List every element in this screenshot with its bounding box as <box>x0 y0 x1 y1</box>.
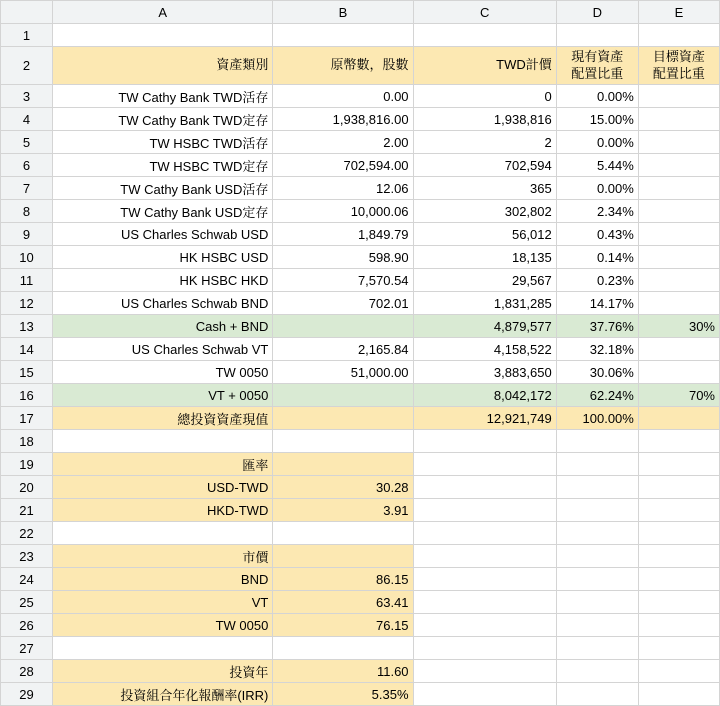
cell-a5[interactable]: TW HSBC TWD活存 <box>53 131 273 154</box>
cell-a14[interactable]: US Charles Schwab VT <box>53 338 273 361</box>
table-row[interactable] <box>1 430 720 453</box>
cell-b2-units[interactable]: 原幣數，股數 <box>273 47 413 85</box>
cell-e4[interactable] <box>638 108 719 131</box>
cell-a7[interactable]: TW Cathy Bank USD活存 <box>53 177 273 200</box>
row-header-14[interactable]: 14 <box>1 338 53 361</box>
cell-c6[interactable]: 702,594 <box>413 154 556 177</box>
row-header-7[interactable]: 7 <box>1 177 53 200</box>
table-row[interactable] <box>1 384 720 407</box>
row-header-8[interactable]: 8 <box>1 200 53 223</box>
cell-a22[interactable] <box>53 522 273 545</box>
cell-a25[interactable]: VT <box>53 591 273 614</box>
cell-e9[interactable] <box>638 223 719 246</box>
cell-b1[interactable] <box>273 24 413 47</box>
cell-a8[interactable]: TW Cathy Bank USD定存 <box>53 200 273 223</box>
table-row[interactable] <box>1 154 720 177</box>
cell-c26[interactable] <box>413 614 556 637</box>
cell-d2-current-allocation[interactable] <box>556 47 638 85</box>
cell-a2-asset-category[interactable]: 資產類別 <box>53 47 273 85</box>
cell-b21[interactable]: 3.91 <box>273 499 413 522</box>
row-header-13[interactable]: 13 <box>1 315 53 338</box>
cell-b17[interactable] <box>273 407 413 430</box>
cell-d8[interactable]: 2.34% <box>556 200 638 223</box>
cell-d16[interactable]: 62.24% <box>556 384 638 407</box>
cell-e19[interactable] <box>638 453 719 476</box>
cell-e5[interactable] <box>638 131 719 154</box>
cell-d7[interactable]: 0.00% <box>556 177 638 200</box>
row-header-24[interactable]: 24 <box>1 568 53 591</box>
cell-e6[interactable] <box>638 154 719 177</box>
cell-c13[interactable]: 4,879,577 <box>413 315 556 338</box>
cell-c25[interactable] <box>413 591 556 614</box>
cell-d27[interactable] <box>556 637 638 660</box>
cell-b5[interactable]: 2.00 <box>273 131 413 154</box>
cell-e20[interactable] <box>638 476 719 499</box>
cell-c23[interactable] <box>413 545 556 568</box>
cell-b8[interactable]: 10,000.06 <box>273 200 413 223</box>
cell-e15[interactable] <box>638 361 719 384</box>
table-row[interactable] <box>1 683 720 706</box>
cell-c2-twd-value[interactable]: TWD計價 <box>413 47 556 85</box>
row-header-29[interactable]: 29 <box>1 683 53 706</box>
cell-e25[interactable] <box>638 591 719 614</box>
row-header-11[interactable]: 11 <box>1 269 53 292</box>
cell-e21[interactable] <box>638 499 719 522</box>
cell-a23[interactable]: 市價 <box>53 545 273 568</box>
cell-c18[interactable] <box>413 430 556 453</box>
row-header-19[interactable]: 19 <box>1 453 53 476</box>
cell-e10[interactable] <box>638 246 719 269</box>
cell-a6[interactable]: TW HSBC TWD定存 <box>53 154 273 177</box>
cell-e7[interactable] <box>638 177 719 200</box>
cell-e18[interactable] <box>638 430 719 453</box>
cell-d12[interactable]: 14.17% <box>556 292 638 315</box>
table-row[interactable] <box>1 499 720 522</box>
cell-b3[interactable]: 0.00 <box>273 85 413 108</box>
cell-b6[interactable]: 702,594.00 <box>273 154 413 177</box>
cell-c24[interactable] <box>413 568 556 591</box>
cell-d13[interactable]: 37.76% <box>556 315 638 338</box>
cell-c16[interactable]: 8,042,172 <box>413 384 556 407</box>
cell-b7[interactable]: 12.06 <box>273 177 413 200</box>
cell-e2-target-allocation[interactable] <box>638 47 719 85</box>
row-header-18[interactable]: 18 <box>1 430 53 453</box>
table-row[interactable] <box>1 108 720 131</box>
cell-e11[interactable] <box>638 269 719 292</box>
column-header-c[interactable]: C <box>413 1 556 24</box>
cell-d1[interactable] <box>556 24 638 47</box>
row-header-25[interactable]: 25 <box>1 591 53 614</box>
cell-b4[interactable]: 1,938,816.00 <box>273 108 413 131</box>
row-header-20[interactable]: 20 <box>1 476 53 499</box>
cell-c17[interactable]: 12,921,749 <box>413 407 556 430</box>
cell-a19[interactable]: 匯率 <box>53 453 273 476</box>
row-header-15[interactable]: 15 <box>1 361 53 384</box>
cell-a21[interactable]: HKD-TWD <box>53 499 273 522</box>
row-header-26[interactable]: 26 <box>1 614 53 637</box>
cell-b28[interactable]: 11.60 <box>273 660 413 683</box>
cell-c10[interactable]: 18,135 <box>413 246 556 269</box>
cell-a28[interactable]: 投資年 <box>53 660 273 683</box>
cell-c5[interactable]: 2 <box>413 131 556 154</box>
row-header-6[interactable]: 6 <box>1 154 53 177</box>
cell-b10[interactable]: 598.90 <box>273 246 413 269</box>
table-row[interactable] <box>1 131 720 154</box>
cell-c28[interactable] <box>413 660 556 683</box>
cell-a13[interactable]: Cash + BND <box>53 315 273 338</box>
cell-a9[interactable]: US Charles Schwab USD <box>53 223 273 246</box>
cell-b11[interactable]: 7,570.54 <box>273 269 413 292</box>
row-header-22[interactable]: 22 <box>1 522 53 545</box>
cell-d19[interactable] <box>556 453 638 476</box>
cell-d25[interactable] <box>556 591 638 614</box>
cell-d29[interactable] <box>556 683 638 706</box>
cell-c27[interactable] <box>413 637 556 660</box>
row-header-3[interactable]: 3 <box>1 85 53 108</box>
cell-e14[interactable] <box>638 338 719 361</box>
cell-e17[interactable] <box>638 407 719 430</box>
cell-e1[interactable] <box>638 24 719 47</box>
cell-a26[interactable]: TW 0050 <box>53 614 273 637</box>
table-row[interactable] <box>1 545 720 568</box>
cell-b18[interactable] <box>273 430 413 453</box>
table-row[interactable] <box>1 200 720 223</box>
cell-a12[interactable]: US Charles Schwab BND <box>53 292 273 315</box>
cell-c9[interactable]: 56,012 <box>413 223 556 246</box>
cell-a20[interactable]: USD-TWD <box>53 476 273 499</box>
column-header-a[interactable]: A <box>53 1 273 24</box>
cell-e13[interactable]: 30% <box>638 315 719 338</box>
cell-a10[interactable]: HK HSBC USD <box>53 246 273 269</box>
table-row[interactable] <box>1 568 720 591</box>
cell-d17[interactable]: 100.00% <box>556 407 638 430</box>
cell-e2-line1: 目標資產 <box>652 49 705 65</box>
table-row[interactable] <box>1 361 720 384</box>
table-row[interactable] <box>1 177 720 200</box>
cell-b27[interactable] <box>273 637 413 660</box>
cell-e26[interactable] <box>638 614 719 637</box>
cell-b25[interactable]: 63.41 <box>273 591 413 614</box>
cell-d2-line2: 配置比重 <box>571 65 624 81</box>
cell-b9[interactable]: 1,849.79 <box>273 223 413 246</box>
cell-e28[interactable] <box>638 660 719 683</box>
cell-a16[interactable]: VT + 0050 <box>53 384 273 407</box>
column-header-d[interactable]: D <box>556 1 638 24</box>
cell-c1[interactable] <box>413 24 556 47</box>
table-row[interactable] <box>1 246 720 269</box>
row-header-23[interactable]: 23 <box>1 545 53 568</box>
cell-b14[interactable]: 2,165.84 <box>273 338 413 361</box>
cell-a15[interactable]: TW 0050 <box>53 361 273 384</box>
cell-c3[interactable]: 0 <box>413 85 556 108</box>
cell-a11[interactable]: HK HSBC HKD <box>53 269 273 292</box>
cell-d9[interactable]: 0.43% <box>556 223 638 246</box>
table-row[interactable] <box>1 338 720 361</box>
cell-b16[interactable] <box>273 384 413 407</box>
row-header-10[interactable]: 10 <box>1 246 53 269</box>
cell-e27[interactable] <box>638 637 719 660</box>
cell-b20[interactable]: 30.28 <box>273 476 413 499</box>
table-row[interactable] <box>1 614 720 637</box>
table-row[interactable] <box>1 591 720 614</box>
table-row[interactable] <box>1 453 720 476</box>
cell-c15[interactable]: 3,883,650 <box>413 361 556 384</box>
table-row[interactable] <box>1 407 720 430</box>
cell-c12[interactable]: 1,831,285 <box>413 292 556 315</box>
cell-a4[interactable]: TW Cathy Bank TWD定存 <box>53 108 273 131</box>
cell-d20[interactable] <box>556 476 638 499</box>
cell-d10[interactable]: 0.14% <box>556 246 638 269</box>
cell-d14[interactable]: 32.18% <box>556 338 638 361</box>
table-row[interactable] <box>1 660 720 683</box>
cell-c21[interactable] <box>413 499 556 522</box>
cell-d23[interactable] <box>556 545 638 568</box>
row-header-12[interactable]: 12 <box>1 292 53 315</box>
column-header-e[interactable]: E <box>638 1 719 24</box>
cell-b19[interactable] <box>273 453 413 476</box>
cell-a17[interactable]: 總投資資產現值 <box>53 407 273 430</box>
cell-c22[interactable] <box>413 522 556 545</box>
row-header-28[interactable]: 28 <box>1 660 53 683</box>
cell-a1[interactable] <box>53 24 273 47</box>
cell-e22[interactable] <box>638 522 719 545</box>
cell-e2-line2: 配置比重 <box>652 65 705 81</box>
cell-c20[interactable] <box>413 476 556 499</box>
cell-c7[interactable]: 365 <box>413 177 556 200</box>
table-row[interactable] <box>1 24 720 47</box>
cell-c14[interactable]: 4,158,522 <box>413 338 556 361</box>
cell-e24[interactable] <box>638 568 719 591</box>
cell-e23[interactable] <box>638 545 719 568</box>
cell-b22[interactable] <box>273 522 413 545</box>
cell-d4[interactable]: 15.00% <box>556 108 638 131</box>
cell-b23[interactable] <box>273 545 413 568</box>
cell-e8[interactable] <box>638 200 719 223</box>
row-header-21[interactable]: 21 <box>1 499 53 522</box>
cell-b24[interactable]: 86.15 <box>273 568 413 591</box>
cell-b12[interactable]: 702.01 <box>273 292 413 315</box>
cell-b29[interactable]: 5.35% <box>273 683 413 706</box>
cell-b26[interactable]: 76.15 <box>273 614 413 637</box>
cell-c8[interactable]: 302,802 <box>413 200 556 223</box>
table-row[interactable] <box>1 85 720 108</box>
cell-c29[interactable] <box>413 683 556 706</box>
row-header-5[interactable]: 5 <box>1 131 53 154</box>
column-header-b[interactable]: B <box>273 1 413 24</box>
cell-d26[interactable] <box>556 614 638 637</box>
cell-d15[interactable]: 30.06% <box>556 361 638 384</box>
table-row[interactable] <box>1 315 720 338</box>
table-row[interactable] <box>1 637 720 660</box>
cell-e29[interactable] <box>638 683 719 706</box>
cell-d3[interactable]: 0.00% <box>556 85 638 108</box>
row-header-1[interactable]: 1 <box>1 24 53 47</box>
row-header-17[interactable]: 17 <box>1 407 53 430</box>
row-header-16[interactable]: 16 <box>1 384 53 407</box>
cell-e12[interactable] <box>638 292 719 315</box>
cell-c4[interactable]: 1,938,816 <box>413 108 556 131</box>
cell-d28[interactable] <box>556 660 638 683</box>
row-header-27[interactable]: 27 <box>1 637 53 660</box>
cell-d21[interactable] <box>556 499 638 522</box>
cell-a29[interactable]: 投資組合年化報酬率(IRR) <box>53 683 273 706</box>
cell-e16[interactable]: 70% <box>638 384 719 407</box>
table-row[interactable] <box>1 223 720 246</box>
cell-d5[interactable]: 0.00% <box>556 131 638 154</box>
cell-b15[interactable]: 51,000.00 <box>273 361 413 384</box>
cell-e3[interactable] <box>638 85 719 108</box>
cell-c11[interactable]: 29,567 <box>413 269 556 292</box>
cell-c19[interactable] <box>413 453 556 476</box>
cell-a18[interactable] <box>53 430 273 453</box>
cell-d6[interactable]: 5.44% <box>556 154 638 177</box>
row-header-9[interactable]: 9 <box>1 223 53 246</box>
row-header-2[interactable]: 2 <box>1 47 53 85</box>
cell-a24[interactable]: BND <box>53 568 273 591</box>
cell-a3[interactable]: TW Cathy Bank TWD活存 <box>53 85 273 108</box>
table-row[interactable] <box>1 269 720 292</box>
column-header-row <box>1 1 720 24</box>
table-row[interactable] <box>1 476 720 499</box>
cell-d11[interactable]: 0.23% <box>556 269 638 292</box>
cell-b13[interactable] <box>273 315 413 338</box>
table-row[interactable] <box>1 522 720 545</box>
table-header-row[interactable] <box>1 47 720 85</box>
cell-d2-line1: 現有資產 <box>571 49 624 65</box>
row-header-4[interactable]: 4 <box>1 108 53 131</box>
cell-d18[interactable] <box>556 430 638 453</box>
cell-a27[interactable] <box>53 637 273 660</box>
select-all-corner[interactable] <box>1 1 53 24</box>
table-row[interactable] <box>1 292 720 315</box>
cell-d24[interactable] <box>556 568 638 591</box>
cell-d22[interactable] <box>556 522 638 545</box>
